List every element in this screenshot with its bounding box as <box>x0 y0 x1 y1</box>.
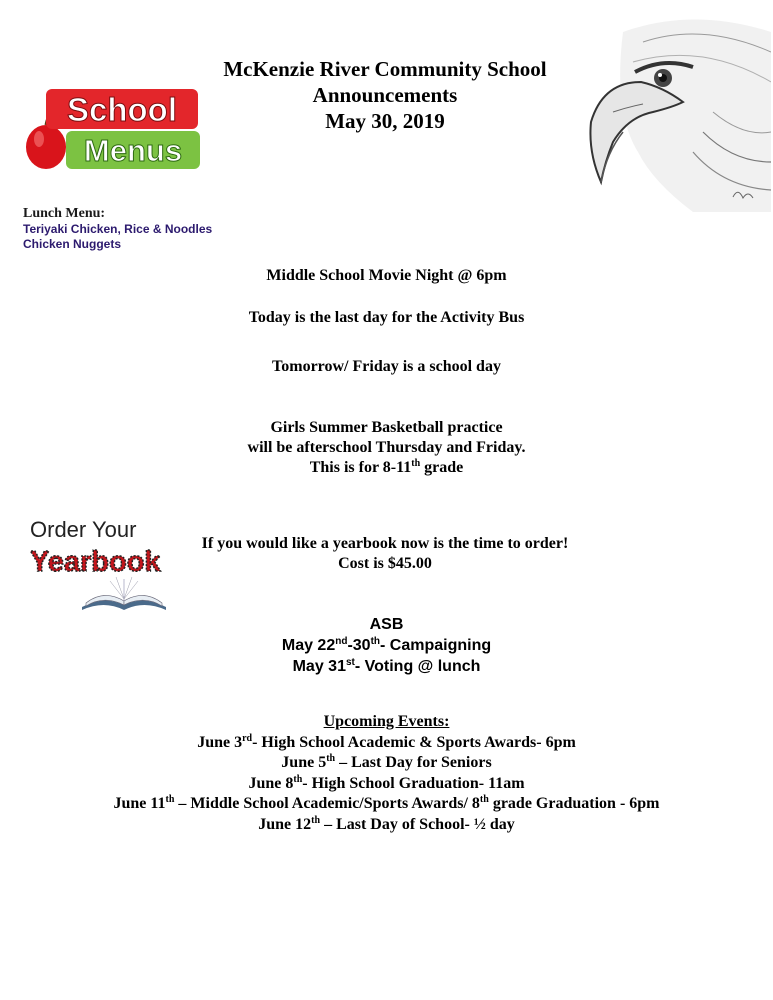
event-item: June 12th – Last Day of School- ½ day <box>258 814 515 833</box>
announcement-basketball <box>100 418 673 478</box>
lunch-menu <box>23 206 283 252</box>
school-menus-logo <box>22 85 202 175</box>
svg-text:School: School <box>66 91 178 128</box>
order-yearbook-logo <box>24 511 172 613</box>
document-date: May 30, 2019 <box>325 109 445 133</box>
svg-text:Menus: Menus <box>83 133 183 168</box>
basketball-line-3: This is for 8-11th grade <box>309 458 464 476</box>
svg-text:Order Your: Order Your <box>30 517 137 542</box>
yearbook-line-1: If you would like a yearbook now is the time to order! <box>201 535 569 552</box>
event-item: June 3rd- High School Academic & Sports Awards- 6pm <box>197 732 576 751</box>
upcoming-events <box>30 712 743 835</box>
asb-section <box>200 614 573 677</box>
announcement-activity-bus: Today is the last day for the Activity Bus <box>248 309 525 326</box>
school-name: McKenzie River Community School <box>223 57 547 81</box>
eagle-illustration <box>583 12 771 212</box>
lunch-item: Teriyaki Chicken, Rice & Noodles <box>23 222 213 236</box>
event-item: June 5th – Last Day for Seniors <box>281 753 492 771</box>
lunch-menu-label: Lunch Menu: <box>23 206 106 221</box>
school-word <box>46 89 198 129</box>
events-heading: Upcoming Events: <box>323 713 450 730</box>
lunch-item: Chicken Nuggets <box>23 237 122 251</box>
announcement-movie-night: Middle School Movie Night @ 6pm <box>266 267 507 284</box>
basketball-line-1: Girls Summer Basketball practice <box>270 419 503 436</box>
asb-voting: May 31st- Voting @ lunch <box>292 657 481 675</box>
asb-title: ASB <box>369 616 404 633</box>
document-title: Announcements <box>312 83 458 107</box>
event-item: June 11th – Middle School Academic/Sports Awards/ 8th grade Graduation - 6pm <box>113 794 660 812</box>
menus-word <box>66 131 200 169</box>
yearbook-cost: Cost is $45.00 <box>338 555 432 572</box>
event-item: June 8th- High School Graduation- 11am <box>248 773 525 792</box>
asb-campaigning: May 22nd-30th- Campaigning <box>281 636 492 654</box>
yearbook-announcement <box>170 534 600 574</box>
svg-text:Yearbook: Yearbook <box>30 546 161 578</box>
basketball-line-2: will be afterschool Thursday and Friday. <box>247 439 526 456</box>
announcement-school-day: Tomorrow/ Friday is a school day <box>272 358 501 375</box>
open-book-icon <box>82 577 166 610</box>
announcement-header <box>170 56 600 134</box>
